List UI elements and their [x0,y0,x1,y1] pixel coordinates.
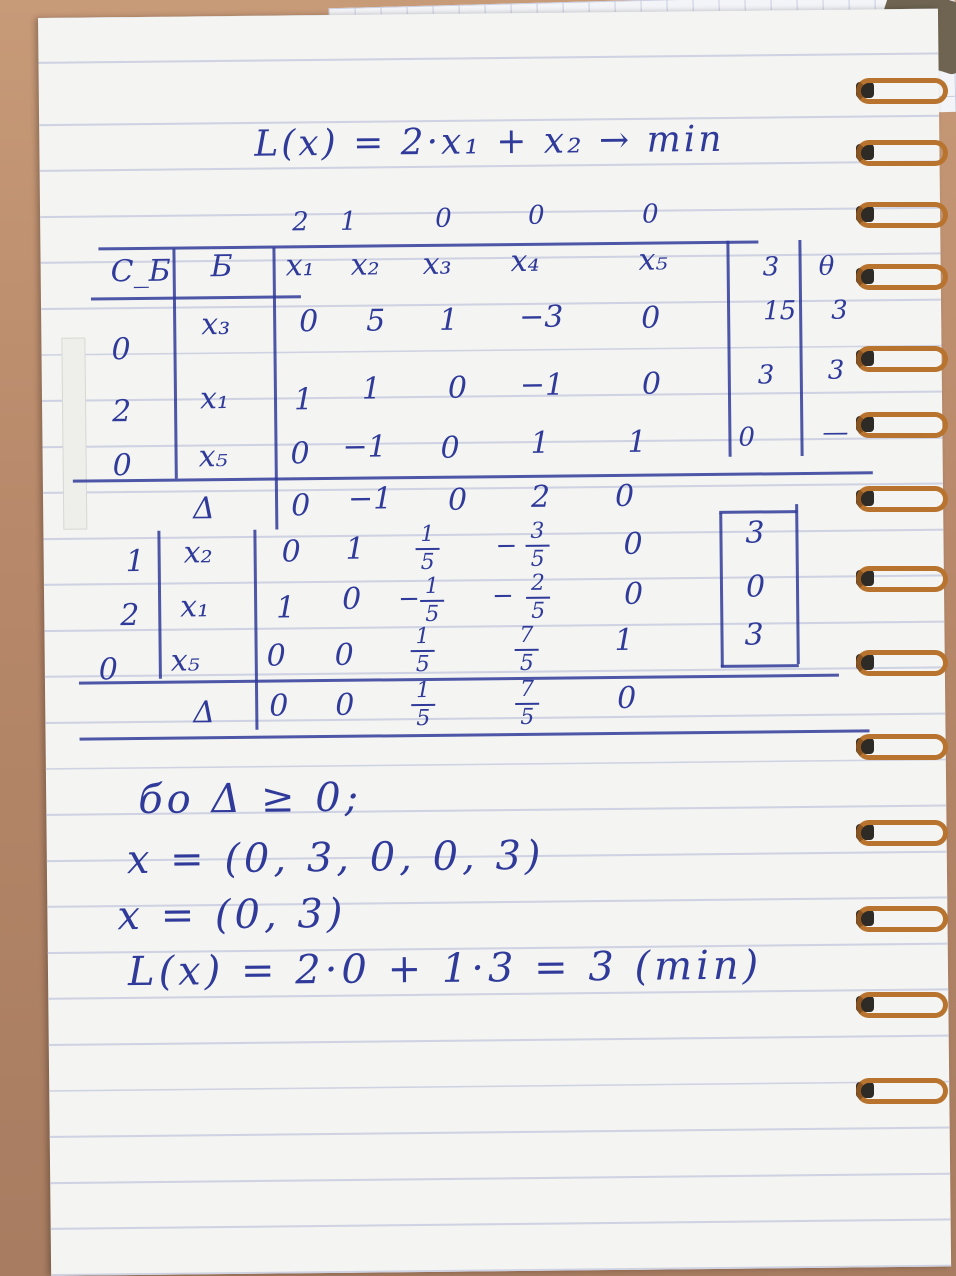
t2-r1-c: 1 [125,543,145,580]
frac-num: 1 [420,521,435,548]
t1-r3-b: 0 [738,422,756,453]
frac-num: 1 [415,677,431,704]
spiral-coil [856,412,948,438]
spiral-coil [856,1078,948,1104]
t1-delta-4: 2 [530,479,551,515]
conclusion-line-3: x = (0, 3) [117,890,347,940]
coeff-3: 0 [434,203,452,234]
frac-den: 5 [415,651,430,678]
t2-r3-b: 3 [744,617,764,653]
t1-vline-1 [172,249,177,479]
t2-r3-basis: x₅ [170,643,200,679]
frac-num: 7 [519,676,535,702]
header-theta: θ [818,251,835,282]
conclusion-line-4: L(x) = 2·0 + 1·3 = 3 (min) [127,942,763,996]
t2-r1-v1: 0 [281,534,301,570]
t1-r2-theta: 3 [827,355,845,386]
spiral-coil [856,78,948,104]
page-tab [61,338,87,530]
t2-r1-f4-sign: − [495,531,518,562]
frac-den: 5 [519,650,534,676]
t2-r3-c: 0 [98,652,119,688]
t1-r1-v5: 0 [640,300,661,336]
frac-num: 2 [530,570,546,596]
t2-r1-f4 [525,518,550,572]
t2-r2-b: 0 [745,569,766,605]
frac-den: 5 [520,704,535,730]
t1-delta-5: 0 [614,478,635,514]
t2-bottom-line [80,729,870,740]
t2-delta-f3 [411,677,436,732]
frac-num: 1 [424,573,440,599]
header-basis: Б [210,248,233,285]
t1-r3-c: 0 [112,448,132,484]
t1-r2-v4: −1 [519,367,565,403]
spiral-coil [856,202,948,228]
t2-box-top [719,510,797,514]
t2-delta-label: Δ [193,695,216,731]
t1-r1-v2: 5 [366,303,386,339]
t1-vline-2 [272,248,278,530]
frac-num: 7 [519,622,534,648]
t2-r1-v2: 1 [345,531,365,567]
header-x3: x₃ [422,246,452,282]
t1-bottom-line [73,471,873,482]
t2-delta-1: 0 [269,688,289,724]
t2-delta-f4 [515,676,540,730]
spiral-coil [856,346,948,372]
t1-vline-3 [726,241,731,457]
conclusion-line-1: бо Δ ≥ 0; [137,774,363,823]
t1-r2-v1: 1 [293,382,314,418]
frac-den: 5 [531,598,546,624]
t1-delta-1: 0 [290,488,311,524]
notebook-page [38,9,951,1276]
t1-r1-v3: 1 [439,302,459,338]
header-x5: x₅ [638,242,668,278]
t1-r3-v1: 0 [290,436,310,472]
t2-box-bottom [721,664,799,668]
t2-r3-f3 [410,623,435,678]
t1-r2-v3: 0 [447,370,468,406]
t1-r2-c: 2 [111,394,132,430]
t1-r1-theta: 3 [830,295,848,326]
t2-r1-v5: 0 [623,526,643,562]
t2-r2-v5: 0 [623,576,644,612]
t1-delta-3: 0 [447,482,468,518]
spiral-coil [856,486,948,512]
t2-r1-basis: x₂ [183,535,213,571]
objective-function: L(x) = 2·x₁ + x₂ → min [254,118,725,165]
t1-r3-v2: −1 [342,429,387,465]
t1-r2-v5: 0 [641,366,662,402]
header-x4: x₄ [510,243,540,280]
coeff-2: 1 [339,206,357,237]
coeff-1: 2 [291,207,309,238]
t1-r1-v1: 0 [299,304,319,340]
t2-vline-4 [795,504,800,664]
header-x1: x₁ [285,248,315,284]
t1-delta-2: −1 [347,481,393,517]
t2-vline-1 [157,531,162,679]
coeff-4: 0 [527,200,545,231]
t1-vline-4 [798,240,803,456]
t2-r2-v1: 1 [276,590,296,626]
t1-r3-v3: 0 [440,430,460,466]
t2-vline-2 [253,530,258,730]
t2-r2-f3-sign: − [397,584,421,615]
t2-r2-f4-sign: − [491,581,515,612]
t1-r1-b: 15 [762,296,797,327]
t2-r3-v5: 1 [614,622,634,658]
t2-r2-c: 2 [120,597,140,634]
frac-num: 3 [530,518,545,544]
coeff-5: 0 [641,199,659,230]
t1-r3-v5: 1 [627,424,647,460]
t1-r3-v4: 1 [530,425,550,461]
frac-den: 5 [416,705,431,732]
t1-delta-label: Δ [192,491,216,527]
conclusion-line-2: x = (0, 3, 0, 0, 3) [126,832,545,884]
t1-r3-basis: x₅ [198,439,228,475]
frac-den: 5 [530,546,545,572]
t2-r2-f4 [526,570,551,624]
spiral-coil [856,906,948,932]
spiral-coil [856,650,948,676]
t1-r2-b: 3 [757,360,775,391]
t2-r1-b: 3 [745,515,765,551]
t1-r3-theta: — [822,417,849,448]
spiral-coil [856,734,948,760]
t1-r2-v2: 1 [361,371,382,407]
t2-delta-2: 0 [335,687,355,723]
spiral-coil [856,264,948,290]
spiral-coil [856,992,948,1018]
t2-delta-5: 0 [616,680,637,716]
frac-den: 5 [425,601,440,627]
frac-den: 5 [420,549,435,576]
t2-r3-f4 [514,622,539,676]
t2-vline-3 [719,513,724,667]
header-b: 3 [762,252,780,283]
frac-num: 1 [415,623,430,650]
spiral-coil [856,566,948,592]
t1-header-line [91,295,301,300]
t1-r1-v4: −3 [518,299,564,335]
t2-r2-f3 [420,573,445,627]
header-x2: x₂ [350,247,380,283]
t1-r1-c: 0 [111,332,131,368]
t2-r1-f3 [415,521,440,576]
spiral-coil [856,140,948,166]
t2-r3-v1: 0 [266,638,286,674]
spiral-coil [856,820,948,846]
t2-r3-v2: 0 [334,637,354,673]
t1-r1-basis: x₃ [201,307,231,343]
t1-r2-basis: x₁ [199,381,230,417]
t2-r2-basis: x₁ [179,589,210,625]
t2-r2-v2: 0 [341,581,362,617]
spiral-binding [856,70,956,1190]
header-cb: C_Б [110,253,171,290]
